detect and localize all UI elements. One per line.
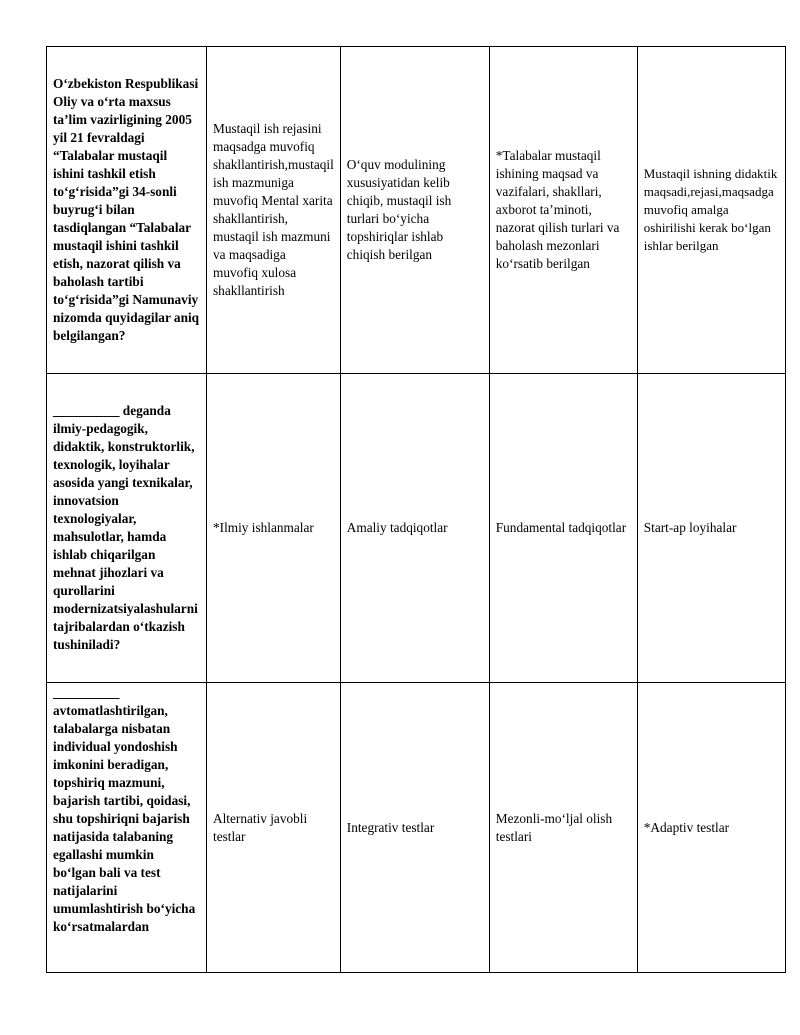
answer-option: Mustaqil ish rejasini maqsadga muvofiq shakllantirish,mustaqil ish mazmuniga muvofiq Mental xarita shakllantirish, mustaqil ish mazmuni va maqsadiga muvofiq xulosa shakllantirish xyxy=(207,47,341,374)
answer-option: *Talabalar mustaqil ishining maqsad va vazifalari, shakllari, axborot ta’minoti, nazorat qilish turlari va baholash mezonlari ko‘rsatib berilgan xyxy=(489,47,637,374)
question-row xyxy=(47,683,786,973)
answer-option: Mustaqil ishning didaktik maqsadi,rejasi,maqsadga muvofiq amalga oshirilishi kerak bo‘lgan ishlar berilgan xyxy=(637,47,785,374)
question-text: O‘zbekiston Respublikasi Oliy va o‘rta maxsus ta’lim vazirligining 2005 yil 21 fevraldagi “Talabalar mustaqil ishini tashkil etish to‘g‘risida”gi 34-sonli buyrug‘i bilan tasdiqlangan “Talabalar mustaqil ishini tashkil etish, nazorat qilish va baholash tartibi to‘g‘risida”gi Namunaviy nizomda quyidagilar aniq belgilangan? xyxy=(47,47,207,374)
answer-option: *Adaptiv testlar xyxy=(637,683,785,973)
question-table xyxy=(46,46,786,973)
answer-option: Mezonli-mo‘ljal olish testlari xyxy=(489,683,637,973)
answer-option: Alternativ javobli testlar xyxy=(207,683,341,973)
answer-option: Fundamental tadqiqotlar xyxy=(489,374,637,683)
question-row xyxy=(47,47,786,374)
answer-option: Integrativ testlar xyxy=(340,683,489,973)
question-text: __________ avtomatlashtirilgan, talabalarga nisbatan individual yondoshish imkonini beradigan, topshiriq mazmuni, bajarish tartibi, qoidasi, shu topshiriqni bajarish natijasida talabaning egallashi mumkin bo‘lgan bali va test natijalarini umumlashtirish bo‘yicha ko‘rsatmalardan xyxy=(47,683,207,973)
question-text: __________ deganda ilmiy-pedagogik, didaktik, konstruktorlik, texnologik, loyihalar asosida yangi texnikalar, innovatsion texnologiyalar, mahsulotlar, hamda ishlab chiqarilgan mehnat jihozlari va qurollarini modernizatsiyalashularni tajribalardan o‘tkazish tushiniladi? xyxy=(47,374,207,683)
answer-option: *Ilmiy ishlanmalar xyxy=(207,374,341,683)
question-row xyxy=(47,374,786,683)
answer-option: Start-ap loyihalar xyxy=(637,374,785,683)
answer-option: O‘quv modulining xususiyatidan kelib chiqib, mustaqil ish turlari bo‘yicha topshiriqlar ishlab chiqish berilgan xyxy=(340,47,489,374)
answer-option: Amaliy tadqiqotlar xyxy=(340,374,489,683)
